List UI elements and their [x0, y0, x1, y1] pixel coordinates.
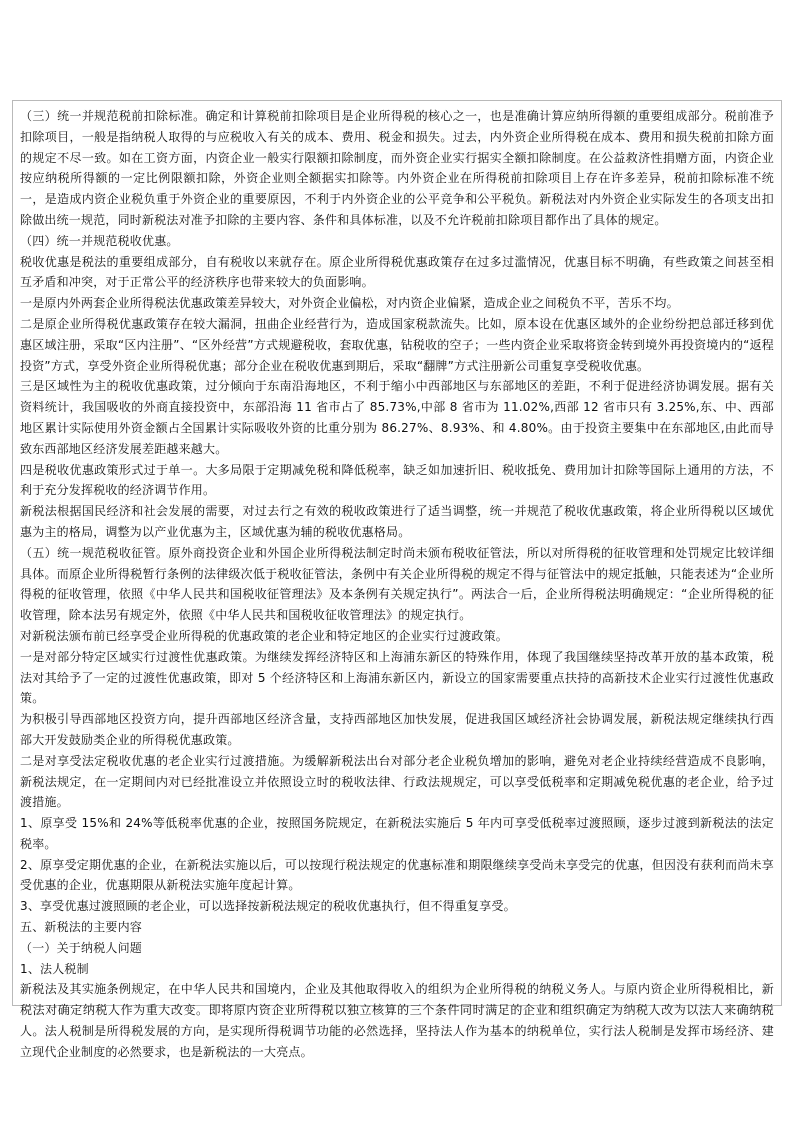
- paragraph: 三是区域性为主的税收优惠政策，过分倾向于东南沿海地区，不利于缩小中西部地区与东部地区的差距，不利于促进经济协调发展。据有关资料统计，我国吸收的外商直接投资中，东部沿海 11 省市占了 85.73%,中部 8 省市为 11.02%,西部 12 省市只有 3.25%,东、中、西部地区累计实际使用外资金额占全国累计实际吸收外资的比重分别为 86.27%、8.93%、和 4.80%。由于投资主要集中在东部地区,由此而导致东西部地区经济发展差距越来越大。: [20, 379, 774, 456]
- paragraph: 3、享受优惠过渡照顾的老企业，可以选择按新税法规定的税收优惠执行，但不得重复享受。: [20, 899, 516, 914]
- paragraph: 二是原企业所得税优惠政策存在较大漏洞，扭曲企业经营行为，造成国家税款流失。比如，原本设在优惠区域外的企业纷纷把总部迁移到优惠区域注册，采取“区内注册”、“区外经营”方式规避税收，套取优惠，钻税收的空子；一些内资企业采取将资金转到境外再投资境内的“返程投资”方式，享受外资企业所得税优惠；部分企业在税收优惠到期后，采取“翻牌”方式注册新公司重复享受税收优惠。: [20, 316, 774, 373]
- paragraph: 2、原享受定期优惠的企业，在新税法实施以后，可以按现行税法规定的优惠标准和期限继续享受尚未享受完的优惠，但因没有获利而尚未享受优惠的企业，优惠期限从新税法实施年度起计算。: [20, 857, 774, 893]
- paragraph: （四）统一并规范税收优惠。: [20, 233, 179, 248]
- paragraph: 新税法及其实施条例规定，在中华人民共和国境内，企业及其他取得收入的组织为企业所得税的纳税义务人。与原内资企业所得税相比，新税法对确定纳税人作为重大改变。即将原内资企业所得税以独立核算的三个条件同时满足的企业和组织确定为纳税人改为以法人来确纳税人。法人税制是所得税发展的方向，是实现所得税调节功能的必然选择，坚持法人作为基本的纳税单位，实行法人税制是发挥市场经济、建立现代企业制度的必然要求，也是新税法的一大亮点。: [20, 982, 774, 1059]
- paragraph: （五）统一规范税收征管。原外商投资企业和外国企业所得税法制定时尚未颁布税收征管法，所以对所得税的征收管理和处罚规定比较详细具体。而原企业所得税暂行条例的法律级次低于税收征管法，条例中有关企业所得税的规定不得与征管法中的规定抵触，只能表述为“企业所得税的征收管理，依照《中华人民共和国税收征管理法》及本条例有关规定执行”。两法合一后，企业所得税法明确规定：“企业所得税的征收管理，除本法另有规定外，依照《中华人民共和国税收征收管理法》的规定执行。: [20, 545, 774, 623]
- paragraph: （三）统一并规范税前扣除标准。确定和计算税前扣除项目是企业所得税的核心之一，也是准确计算应纳所得额的重要组成部分。税前准予扣除项目，一般是指纳税人取得的与应税收入有关的成本、费用、税金和损失。过去，内外资企业所得税在成本、费用和损失税前扣除方面的规定不尽一致。如在工资方面，内资企业一般实行限额扣除制度，而外资企业实行据实全额扣除制度。在公益救济性捐赠方面，内资企业按应纳税所得额的一定比例限额扣除，外资企业则全额据实扣除等。内外资企业在所得税前扣除项目上存在许多差异，税前扣除标准不统一，是造成内资企业税负重于外资企业的重要原因，不利于内外资企业的公平竞争和公平税负。新税法对内外资企业实际发生的各项支出扣除做出统一规范，同时新税法对准予扣除的主要内容、条件和具体标准，以及不允许税前扣除项目都作出了具体的规定。: [20, 109, 774, 227]
- section-heading: 五、新税法的主要内容: [20, 920, 143, 935]
- paragraph: 二是对享受法定税收优惠的老企业实行过渡措施。为缓解新税法出台对部分老企业税负增加的影响，避免对老企业持续经营造成不良影响，新税法规定，在一定期间内对已经批准设立并依照设立时的税收法律、行政法规规定，可以享受低税率和定期减免税优惠的老企业，给予过渡措施。: [20, 753, 774, 810]
- document-body: [20, 106, 774, 1063]
- paragraph: 为积极引导西部地区投资方向，提升西部地区经济含量，支持西部地区加快发展，促进我国区域经济社会协调发展，新税法规定继续执行西部大开发鼓励类企业的所得税优惠政策。: [20, 712, 774, 747]
- subsection-heading: 1、法人税制: [20, 961, 89, 976]
- subsection-heading: （一）关于纳税人问题: [20, 940, 143, 955]
- paragraph: 1、原享受 15%和 24%等低税率优惠的企业，按照国务院规定，在新税法实施后 5 年内可享受低税率过渡照顾，逐步过渡到新税法的法定税率。: [20, 816, 774, 851]
- paragraph: 一是对部分特定区域实行过渡性优惠政策。为继续发挥经济特区和上海浦东新区的特殊作用，体现了我国继续坚持改革开放的基本政策，税法对其给予了一定的过渡性优惠政策，即对 5 个经济特区和上海浦东新区内，新设立的国家需要重点扶持的高新技术企业实行过渡性优惠政策。: [20, 649, 774, 706]
- paragraph: 对新税法颁布前已经享受企业所得税的优惠政策的老企业和特定地区的企业实行过渡政策。: [20, 628, 509, 643]
- paragraph: 一是原内外两套企业所得税法优惠政策差异较大，对外资企业偏松，对内资企业偏紧，造成企业之间税负不平，苦乐不均。: [20, 296, 679, 311]
- paragraph: 四是税收优惠政策形式过于单一。大多局限于定期减免税和降低税率，缺乏如加速折旧、税收抵免、费用加计扣除等国际上通用的方法，不利于充分发挥税收的经济调节作用。: [20, 462, 774, 498]
- paragraph: 新税法根据国民经济和社会发展的需要，对过去行之有效的税收政策进行了适当调整，统一并规范了税收优惠政策，将企业所得税以区域优惠为主的格局，调整为以产业优惠为主，区域优惠为辅的税收优惠格局。: [20, 504, 774, 539]
- paragraph: 税收优惠是税法的重要组成部分，自有税收以来就存在。原企业所得税优惠政策存在过多过滥情况，优惠目标不明确，有些政策之间甚至相互矛盾和冲突，对于正常公平的经济秩序也带来较大的负面影响。: [20, 254, 774, 290]
